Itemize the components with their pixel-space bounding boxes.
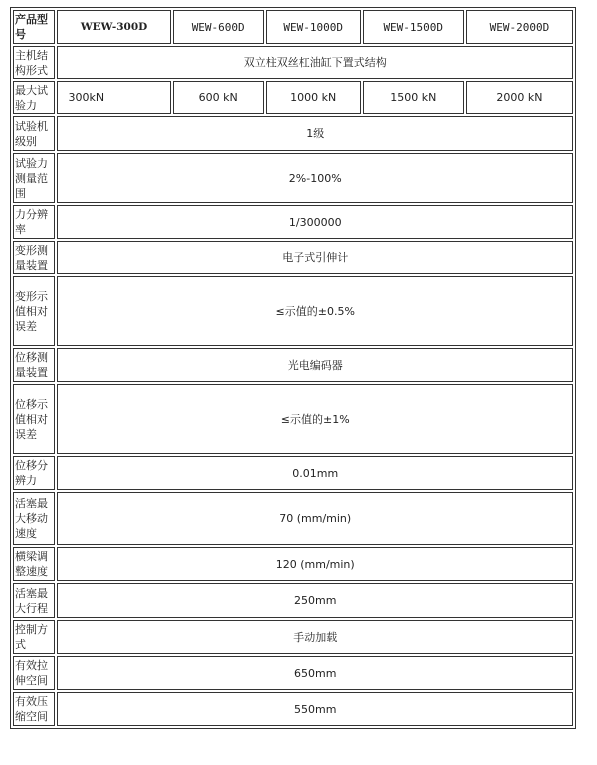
- spec-value: 120 (mm/min): [57, 547, 573, 581]
- spec-label: 力分辨率: [13, 205, 55, 239]
- spec-label: 位移分辨力: [13, 456, 55, 490]
- spec-value: 70 (mm/min): [57, 492, 573, 545]
- model-cell: WEW-600D: [173, 10, 264, 44]
- spec-value: 650mm: [57, 656, 573, 690]
- spec-row: [13, 241, 573, 274]
- spec-value: 双立柱双丝杠油缸下置式结构: [57, 46, 573, 79]
- spec-value: 1/300000: [57, 205, 573, 239]
- spec-value: ≤示值的±0.5%: [57, 276, 573, 346]
- spec-label: 控制方式: [13, 620, 55, 654]
- spec-row: [13, 547, 573, 581]
- max-force-label: 最大试验力: [13, 81, 55, 114]
- model-cell: WEW-2000D: [466, 10, 573, 44]
- spec-row: [13, 583, 573, 618]
- model-cell: WEW-1500D: [363, 10, 464, 44]
- spec-row: [13, 620, 573, 654]
- spec-value: 0.01mm: [57, 456, 573, 490]
- model-cell: WEW-300D: [57, 10, 170, 44]
- spec-row: [13, 116, 573, 151]
- spec-label: 主机结构形式: [13, 46, 55, 79]
- max-force-cell: 600 kN: [173, 81, 264, 114]
- spec-label: 位移测量装置: [13, 348, 55, 382]
- spec-value: 1级: [57, 116, 573, 151]
- spec-label: 有效拉伸空间: [13, 656, 55, 690]
- spec-label: 试验机级别: [13, 116, 55, 151]
- spec-row: [13, 384, 573, 454]
- spec-label: 横梁调整速度: [13, 547, 55, 581]
- spec-value: 光电编码器: [57, 348, 573, 382]
- spec-row: [13, 692, 573, 726]
- spec-row: [13, 348, 573, 382]
- model-cell: WEW-1000D: [266, 10, 361, 44]
- spec-row: [13, 456, 573, 490]
- spec-label: 活塞最大行程: [13, 583, 55, 618]
- spec-label: 活塞最大移动速度: [13, 492, 55, 545]
- spec-row: [13, 46, 573, 79]
- model-row: [13, 10, 573, 44]
- spec-value: 550mm: [57, 692, 573, 726]
- max-force-row: [13, 81, 573, 114]
- spec-label: 有效压缩空间: [13, 692, 55, 726]
- spec-value: ≤示值的±1%: [57, 384, 573, 454]
- spec-row: [13, 276, 573, 346]
- spec-label: 变形示值相对误差: [13, 276, 55, 346]
- max-force-cell: 300kN: [57, 81, 170, 114]
- spec-value: 电子式引伸计: [57, 241, 573, 274]
- spec-label: 试验力测量范围: [13, 153, 55, 203]
- spec-label: 变形测量装置: [13, 241, 55, 274]
- spec-label: 位移示值相对误差: [13, 384, 55, 454]
- header-label: 产品型号: [13, 10, 55, 44]
- max-force-cell: 1500 kN: [363, 81, 464, 114]
- spec-row: [13, 153, 573, 203]
- spec-value: 2%-100%: [57, 153, 573, 203]
- max-force-cell: 1000 kN: [266, 81, 361, 114]
- max-force-cell: 2000 kN: [466, 81, 573, 114]
- spec-row: [13, 656, 573, 690]
- spec-row: [13, 492, 573, 545]
- spec-value: 手动加载: [57, 620, 573, 654]
- spec-table: [10, 7, 576, 729]
- spec-value: 250mm: [57, 583, 573, 618]
- spec-row: [13, 205, 573, 239]
